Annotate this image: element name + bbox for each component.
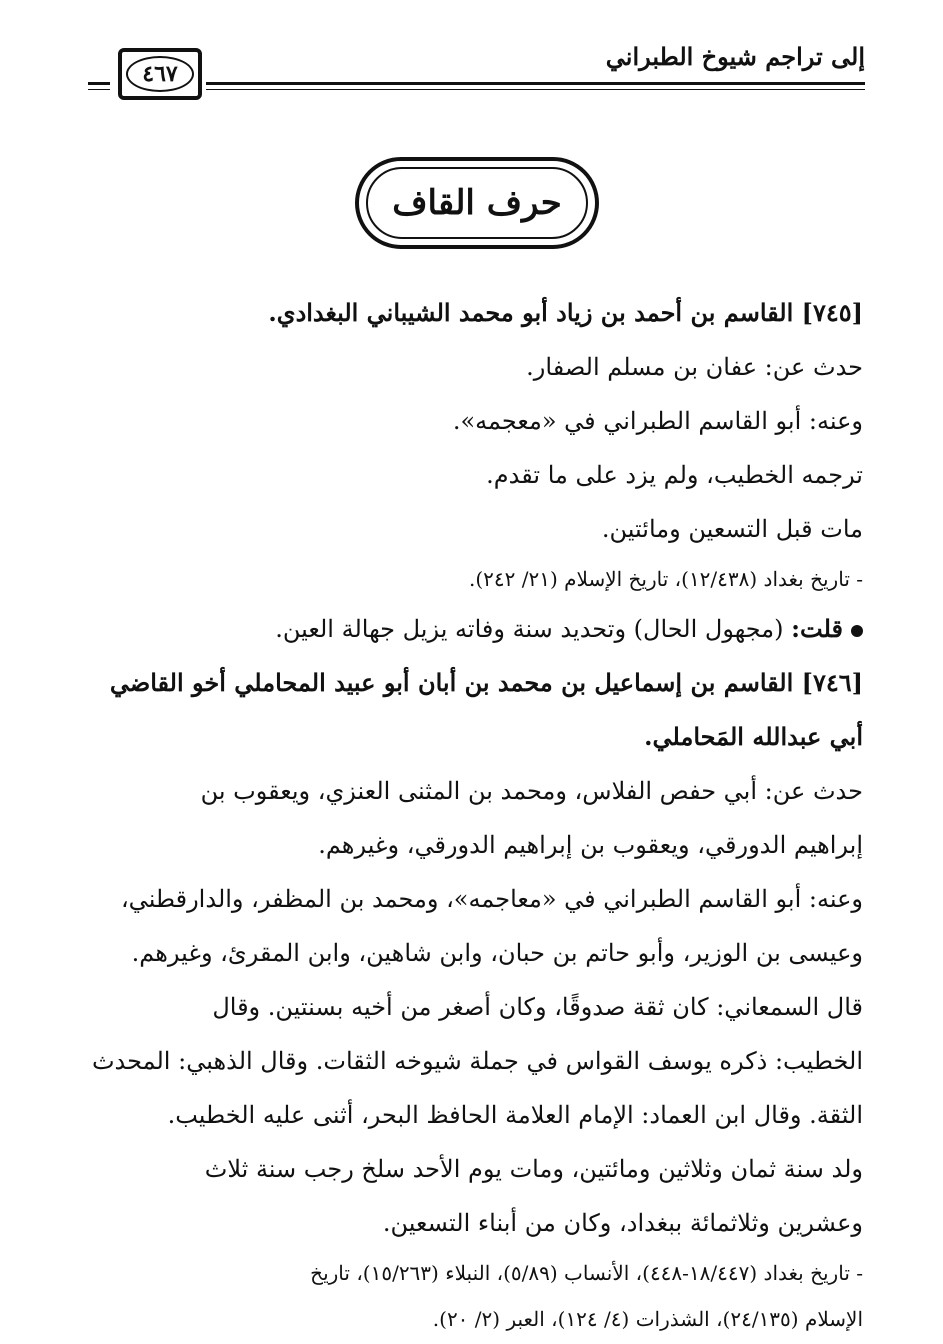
entry-745-line-1: حدث عن: عفان بن مسلم الصفار. xyxy=(526,353,863,381)
entry-746-grading-line-3: الثقة. وقال ابن العماد: الإمام العلامة الحافظ البحر، أثنى عليه الخطيب. xyxy=(167,1101,863,1129)
bullet-icon xyxy=(851,625,863,637)
header-rule-thick xyxy=(206,82,865,85)
entry-745-references: - تاريخ بغداد (١٢/٤٣٨)، تاريخ الإسلام (٢١/ ٢٤٢). xyxy=(468,567,863,591)
entry-heading-746-line-2: أبي عبدالله المَحاملي. xyxy=(644,722,863,751)
running-title: إلى تراجم شيوخ الطبراني xyxy=(605,42,865,71)
entry-746-dates-line-1: ولد سنة ثمان وثلاثين ومائتين، ومات يوم الأحد سلخ رجب سنة ثلاث xyxy=(204,1155,863,1183)
page-header xyxy=(88,30,865,105)
entry-heading-745: [٧٤٥] القاسم بن أحمد بن زياد أبو محمد الشيباني البغدادي. xyxy=(268,298,863,327)
section-title-frame xyxy=(355,157,599,249)
entry-745-line-3: ترجمه الخطيب، ولم يزد على ما تقدم. xyxy=(486,461,863,489)
entry-heading-746-line-1: [٧٤٦] القاسم بن إسماعيل بن محمد بن أبان أبو عبيد المحاملي أخو القاضي xyxy=(109,668,863,697)
page-number: ٤٦٧ xyxy=(126,56,194,92)
entry-745-note xyxy=(83,602,863,656)
note-label: قلت: xyxy=(791,614,843,643)
entry-746-students-line-1: وعنه: أبو القاسم الطبراني في «معاجمه»، ومحمد بن المظفر، والدارقطني، xyxy=(120,885,863,913)
entry-746-teachers-line-2: إبراهيم الدورقي، ويعقوب بن إبراهيم الدورقي، وغيرهم. xyxy=(318,831,863,859)
entry-746-dates-line-2: وعشرين وثلاثمائة ببغداد، وكان من أبناء التسعين. xyxy=(382,1209,863,1237)
entry-745-line-4: مات قبل التسعين ومائتين. xyxy=(601,515,863,543)
section-title: حرف القاف xyxy=(366,167,588,239)
entry-746-references-line-1: - تاريخ بغداد (١٨/٤٤٧-٤٤٨)، الأنساب (٥/٨٩)، النبلاء (١٥/٢٦٣)، تاريخ xyxy=(310,1261,863,1285)
entry-746-students-line-2: وعيسى بن الوزير، وأبو حاتم بن حبان، وابن شاهين، وابن المقرئ، وغيرهم. xyxy=(131,939,863,967)
note-text: (مجهول الحال) وتحديد سنة وفاته يزيل جهالة العين. xyxy=(275,615,784,643)
entry-746-grading-line-1: قال السمعاني: كان ثقة صدوقًا، وكان أصغر من أخيه بسنتين. وقال xyxy=(212,993,863,1021)
entry-745-line-2: وعنه: أبو القاسم الطبراني في «معجمه». xyxy=(452,407,863,435)
entry-746-grading-line-2: الخطيب: ذكره يوسف القواس في جملة شيوخه الثقات. وقال الذهبي: المحدث xyxy=(91,1047,863,1075)
header-rule-left-thin xyxy=(88,89,110,90)
entry-746-teachers-line-1: حدث عن: أبي حفص الفلاس، ومحمد بن المثنى العنزي، ويعقوب بن xyxy=(200,777,863,805)
header-rule-left-thick xyxy=(88,82,110,85)
header-rule-thin xyxy=(206,89,865,90)
page-body xyxy=(83,286,863,1342)
entry-746-references-line-2: الإسلام (٢٤/١٣٥)، الشذرات (٤/ ١٢٤)، العبر (٢/ ٢٠). xyxy=(432,1307,863,1331)
page-number-frame xyxy=(118,48,202,100)
